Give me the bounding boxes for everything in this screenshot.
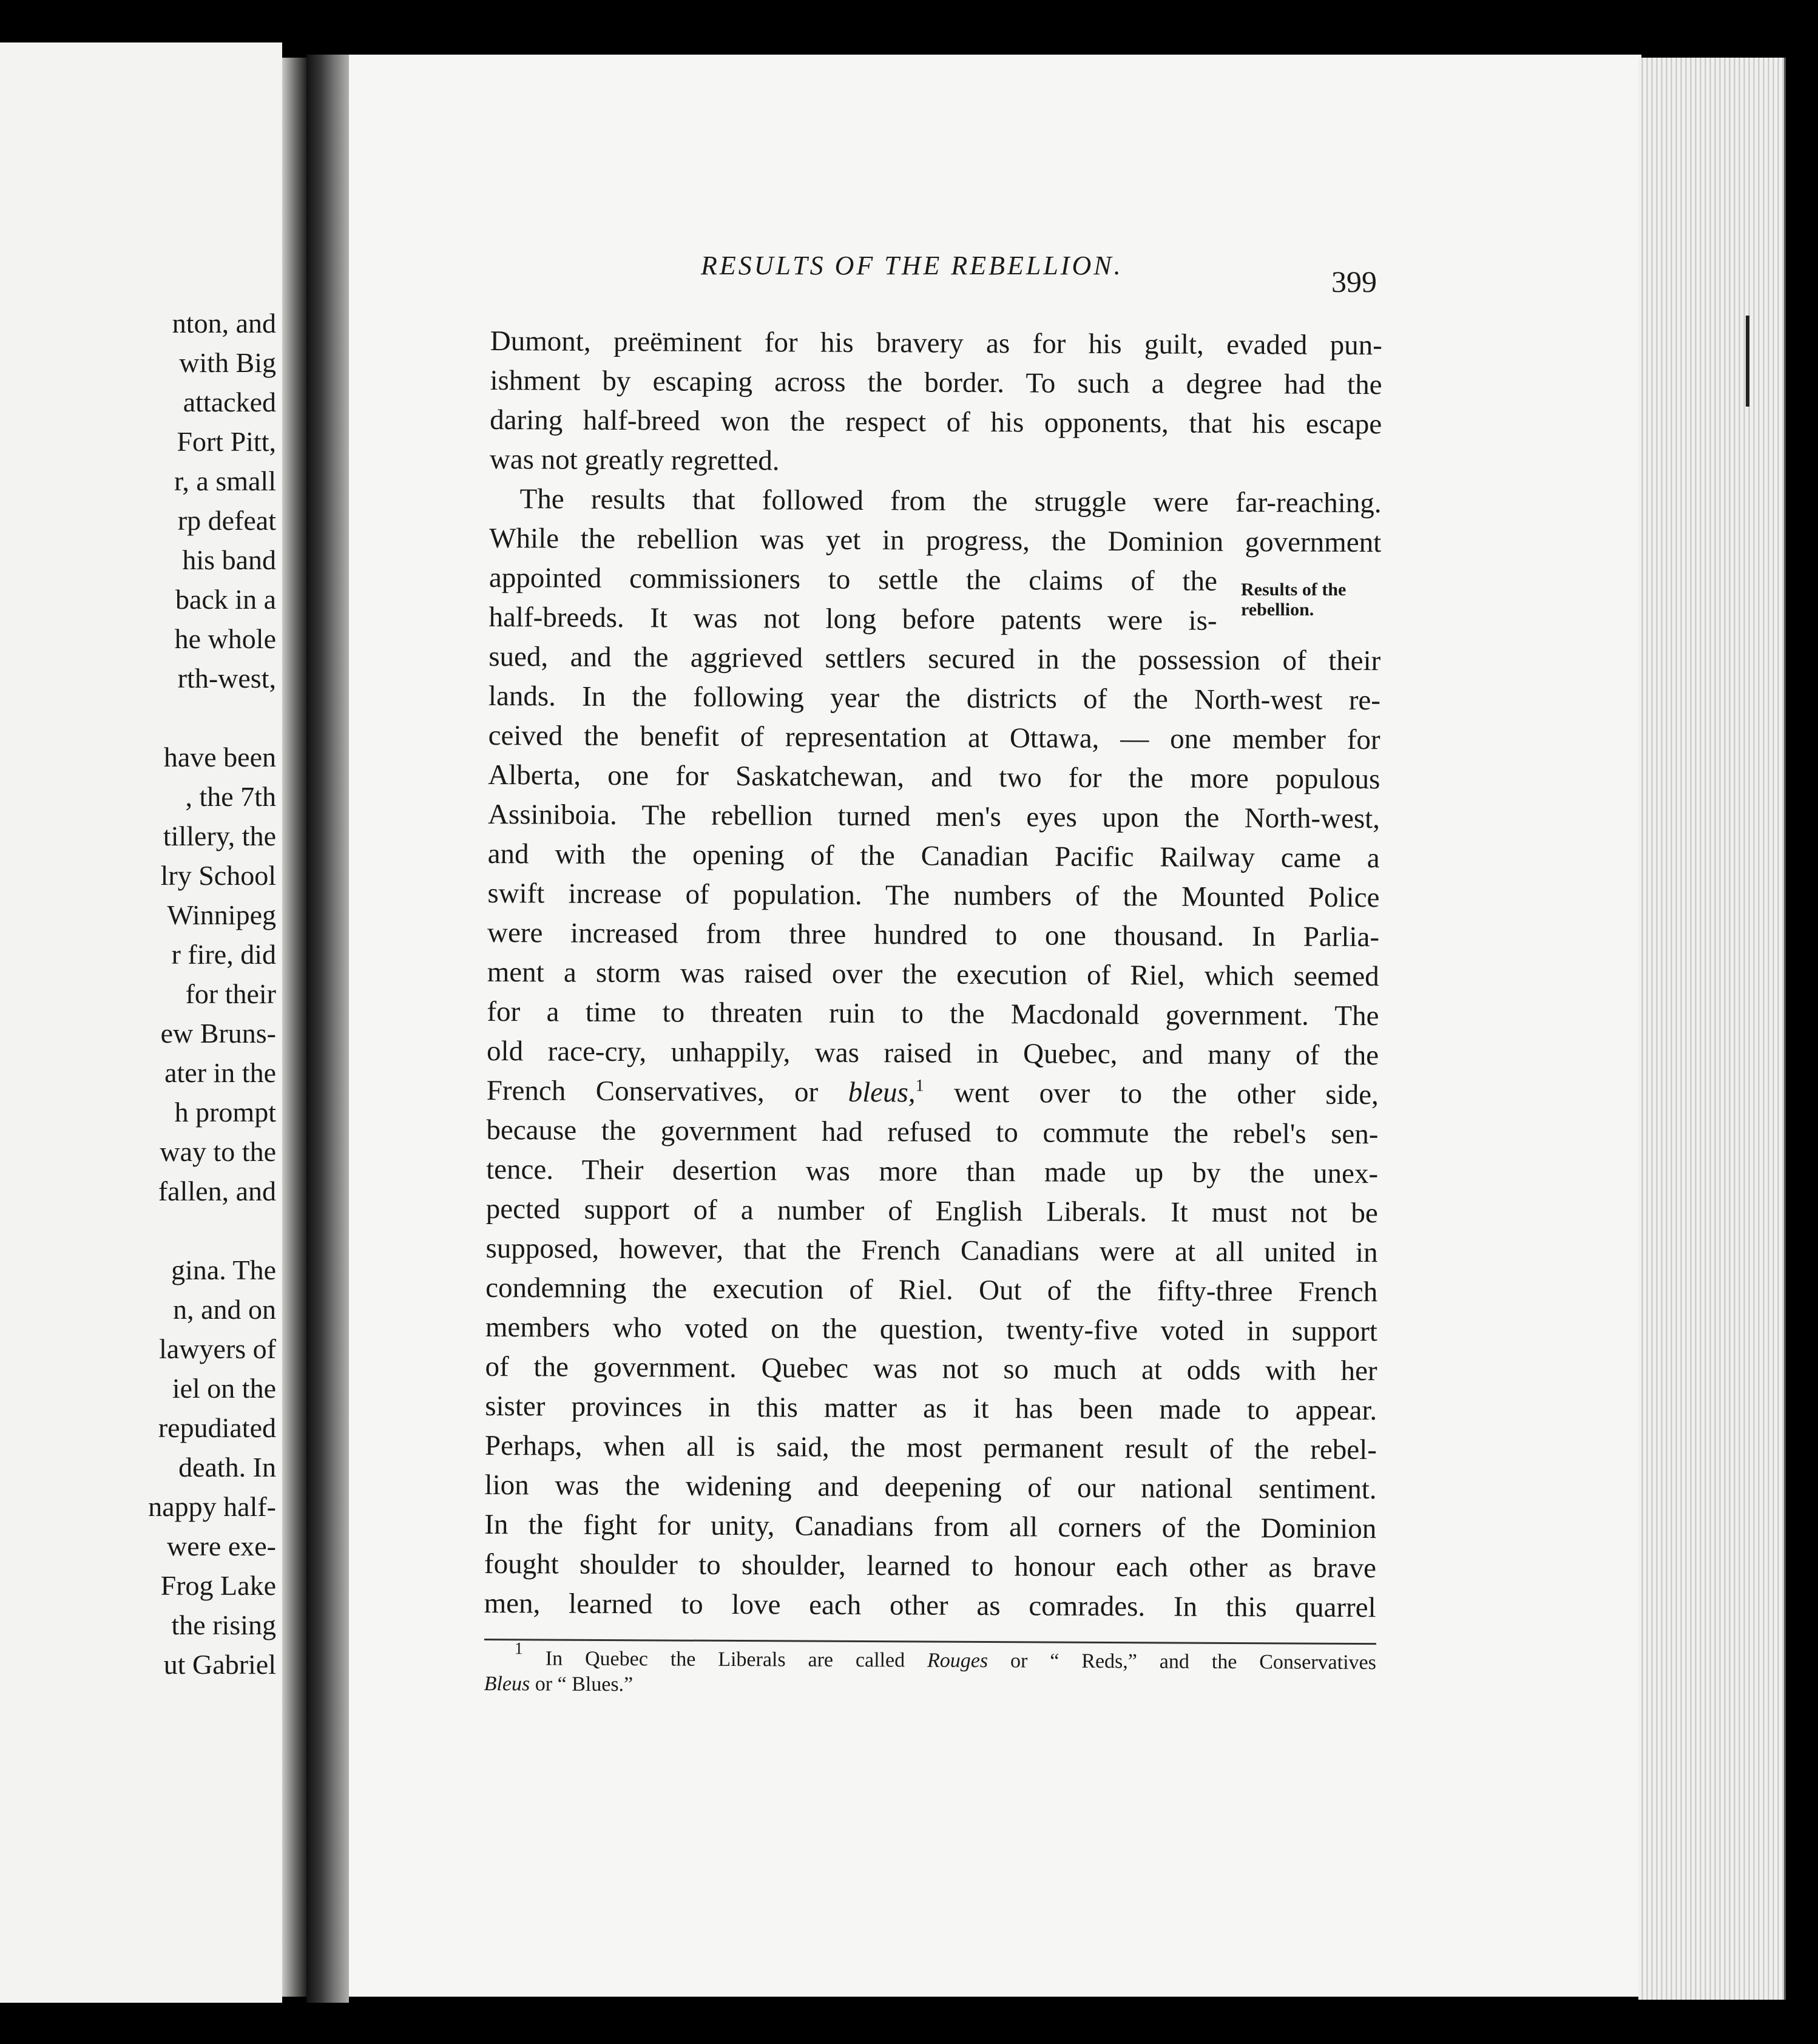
left-page-line: iel on the bbox=[172, 1373, 276, 1404]
left-page-line: he whole bbox=[174, 623, 276, 654]
left-page-line: rp defeat bbox=[177, 505, 276, 536]
body-line: In the fight for unity, Canadians from all corners of the Dominion bbox=[484, 1508, 1377, 1545]
margin-note bbox=[1241, 580, 1346, 620]
body-line: for a time to threaten ruin to the Macdonald government. The bbox=[487, 995, 1379, 1032]
body-line: Perhaps, when all is said, the most permanent result of the rebel- bbox=[484, 1429, 1377, 1466]
body-line: half-breeds. It was not long before patents were is- bbox=[488, 601, 1217, 637]
left-page-line: back in a bbox=[175, 584, 276, 615]
body-line: Alberta, one for Saskatchewan, and two for the more populous bbox=[488, 759, 1380, 796]
left-page-line: nappy half- bbox=[148, 1491, 276, 1522]
left-page-line: h prompt bbox=[174, 1097, 276, 1128]
footnote bbox=[484, 1639, 1376, 1701]
body-line: supposed, however, that the French Canadians were at all united in bbox=[485, 1232, 1378, 1269]
page-edges bbox=[1638, 58, 1786, 2000]
body-line: fought shoulder to shoulder, learned to honour each other as brave bbox=[484, 1548, 1377, 1585]
margin-note-line: rebellion. bbox=[1241, 600, 1314, 620]
body-line: of the government. Quebec was not so much at odds with her bbox=[485, 1350, 1377, 1387]
body-line: because the government had refused to commute the rebel's sen- bbox=[486, 1114, 1379, 1151]
left-page-line bbox=[148, 698, 276, 737]
left-page-line: ut Gabriel bbox=[163, 1649, 276, 1680]
body-line: Dumont, preëminent for his bravery as for his guilt, evaded pun- bbox=[490, 325, 1382, 362]
left-page-line: have been bbox=[163, 742, 276, 773]
left-page-line: ater in the bbox=[164, 1057, 276, 1088]
left-page-line: Frog Lake bbox=[160, 1570, 276, 1601]
left-page-line: lry School bbox=[160, 860, 276, 891]
body-line: was not greatly regretted. bbox=[489, 443, 780, 477]
left-page-line: attacked bbox=[183, 387, 276, 418]
left-page-line: tillery, the bbox=[163, 821, 276, 851]
left-page-line: Fort Pitt, bbox=[177, 426, 276, 457]
body-line: daring half-breed won the respect of his opponents, that his escape bbox=[490, 404, 1382, 441]
body-line-part: went over to the other side, bbox=[953, 1077, 1379, 1111]
left-page-text bbox=[148, 303, 276, 1684]
body-line-part: French Conservatives, or bbox=[486, 1074, 819, 1108]
left-page-line: rth-west, bbox=[177, 663, 276, 694]
body-line-bleus bbox=[487, 1071, 1379, 1115]
edge-mark bbox=[1746, 316, 1749, 407]
body-text bbox=[484, 322, 1382, 1628]
margin-note-line: Results of the bbox=[1241, 580, 1347, 600]
body-line: tence. Their desertion was more than made up by the unex- bbox=[486, 1153, 1379, 1190]
footnote-text: or “ Reds,” and the Conservatives bbox=[1010, 1650, 1376, 1674]
body-line: swift increase of population. The numbers of the Mounted Police bbox=[487, 877, 1380, 914]
left-page-line bbox=[148, 1211, 276, 1250]
footnote-text: or “ Blues.” bbox=[535, 1673, 634, 1696]
left-page-line: n, and on bbox=[173, 1294, 276, 1325]
left-page-line: Winnipeg bbox=[167, 899, 276, 930]
left-page-line: lawyers of bbox=[159, 1333, 276, 1364]
body-line: ceived the benefit of representation at Ottawa, — one member for bbox=[488, 719, 1380, 756]
left-page-line: ew Bruns- bbox=[160, 1018, 276, 1049]
body-line: sister provinces in this matter as it has been made to appear. bbox=[485, 1390, 1377, 1427]
footnote-line bbox=[484, 1671, 1376, 1701]
body-line: old race-cry, unhappily, was raised in Quebec, and many of the bbox=[486, 1035, 1379, 1072]
left-page-line: r fire, did bbox=[171, 939, 276, 970]
body-line: While the rebellion was yet in progress, the Dominion government bbox=[489, 522, 1382, 559]
body-line: The results that followed from the struggle were far-reaching. bbox=[519, 483, 1382, 519]
left-page-line: nton, and bbox=[172, 308, 276, 339]
body-line: men, learned to love each other as comrades. In this quarrel bbox=[484, 1587, 1376, 1624]
body-line: condemning the execution of Riel. Out of the fifty-three French bbox=[485, 1271, 1378, 1308]
body-line: lands. In the following year the districts of the North-west re- bbox=[488, 680, 1381, 717]
body-line: Assiniboia. The rebellion turned men's eyes upon the North-west, bbox=[487, 798, 1380, 835]
body-line: lion was the widening and deepening of our national sentiment. bbox=[484, 1469, 1377, 1506]
left-page-gutter bbox=[282, 58, 306, 1997]
left-page-line: repudiated bbox=[158, 1412, 276, 1443]
body-line: ishment by escaping across the border. To such a degree had the bbox=[490, 364, 1382, 401]
footnote-line bbox=[484, 1639, 1376, 1676]
left-page-line: the rising bbox=[171, 1609, 276, 1640]
body-line: members who voted on the question, twenty-five voted in support bbox=[485, 1311, 1378, 1348]
running-head: RESULTS OF THE REBELLION. bbox=[701, 251, 1123, 280]
left-page-line: with Big bbox=[179, 347, 276, 378]
footnote-marker: 1 bbox=[915, 1076, 924, 1095]
italic-bleus: bleus, bbox=[848, 1076, 916, 1109]
body-line: ment a storm was raised over the execution of Riel, which seemed bbox=[487, 956, 1379, 993]
left-page-line: were exe- bbox=[166, 1531, 276, 1562]
italic-rouges: Rouges bbox=[927, 1649, 988, 1673]
left-page-line: death. In bbox=[178, 1452, 276, 1483]
body-line: pected support of a number of English Liberals. It must not be bbox=[485, 1193, 1378, 1230]
left-page-line: gina. The bbox=[171, 1254, 276, 1285]
book-spine bbox=[306, 55, 349, 2003]
left-page-line: his band bbox=[182, 544, 276, 575]
left-page-line: r, a small bbox=[174, 465, 276, 496]
body-line: sued, and the aggrieved settlers secured in the possession of their bbox=[488, 640, 1381, 677]
page-number: 399 bbox=[1331, 265, 1377, 299]
body-line: were increased from three hundred to one thousand. In Parlia- bbox=[487, 916, 1380, 953]
footnote-text: In Quebec the Liberals are called bbox=[545, 1647, 905, 1672]
body-line: appointed commissioners to settle the claims of the bbox=[488, 561, 1218, 597]
footnote-marker: 1 bbox=[514, 1639, 524, 1659]
left-page-line: fallen, and bbox=[158, 1176, 276, 1206]
left-page-line: for their bbox=[185, 978, 276, 1009]
italic-bleus-footnote: Bleus bbox=[484, 1672, 530, 1696]
left-page-line: , the 7th bbox=[185, 781, 276, 812]
body-line: and with the opening of the Canadian Pacific Railway came a bbox=[487, 838, 1380, 875]
left-page-line: way to the bbox=[160, 1136, 276, 1167]
